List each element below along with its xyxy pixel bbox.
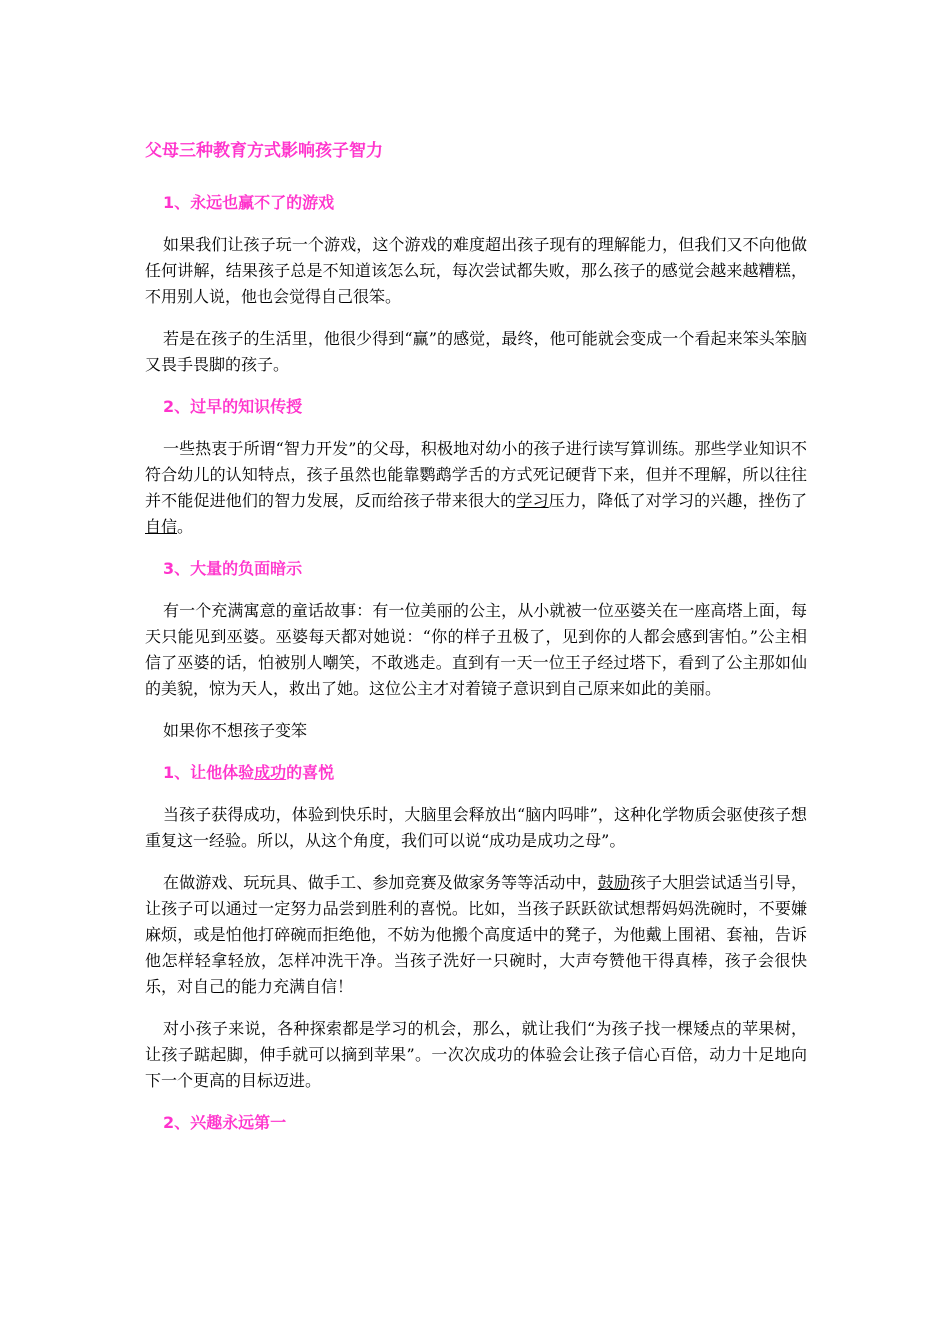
tip-1-paragraph-2 [145, 870, 807, 1000]
section-heading-2: 2、过早的知识传授 [163, 397, 303, 416]
link-zixin[interactable]: 自信 [145, 517, 178, 536]
tip-1-text-b: 孩子大胆尝试适当引导，让孩子可以通过一定努力品尝到胜利的喜悦。比如，当孩子跃跃欲试想帮妈妈洗碗时，不要嫌麻烦，或是怕他打碎碗而拒绝他，不妨为他搬个高度适中的凳子，为他戴上围裙、套袖，告诉他怎样轻拿轻放，怎样冲洗干净。当孩子洗好一只碗时，大声夸赞他干得真棒，孩子会很快乐，对自己的能力充满自信！ [145, 873, 807, 996]
section-2-text-c: 。 [177, 517, 194, 536]
section-2-text-b: 压力，降低了对学习的兴趣，挫伤了 [548, 491, 807, 510]
section-1-paragraph-1: 如果我们让孩子玩一个游戏，这个游戏的难度超出孩子现有的理解能力，但我们又不向他做任何讲解，结果孩子总是不知道该怎么玩，每次尝试都失败，那么孩子的感觉会越来越糟糕，不用别人说，他也会觉得自己很笨。 [145, 235, 807, 306]
section-2-text-a: 一些热衷于所谓“智力开发”的父母，积极地对幼小的孩子进行读写算训练。那些学业知识不符合幼儿的认知特点，孩子虽然也能靠鹦鹉学舌的方式死记硬背下来，但并不理解，所以往往并不能促进他们的智力发展，反而给孩子带来很大的 [145, 439, 807, 510]
section-2-paragraph-1 [145, 436, 807, 540]
tip-heading-2: 2、兴趣永远第一 [163, 1113, 287, 1132]
tip-1-paragraph-3: 对小孩子来说，各种探索都是学习的机会，那么，就让我们“为孩子找一棵矮点的苹果树，让孩子踮起脚，伸手就可以摘到苹果”。一次次成功的体验会让孩子信心百倍，动力十足地向下一个更高的目标迈进。 [145, 1019, 807, 1090]
transition-line: 如果你不想孩子变笨 [163, 721, 308, 740]
document-title: 父母三种教育方式影响孩子智力 [145, 141, 383, 161]
tip-heading-1 [145, 760, 807, 786]
section-3-paragraph-1: 有一个充满寓意的童话故事：有一位美丽的公主，从小就被一位巫婆关在一座高塔上面，每天只能见到巫婆。巫婆每天都对她说：“你的样子丑极了，见到你的人都会感到害怕。”公主相信了巫婆的话，怕被别人嘲笑，不敢逃走。直到有一天一位王子经过塔下，看到了公主那如仙的美貌，惊为天人，救出了她。这位公主才对着镜子意识到自己原来如此的美丽。 [145, 601, 807, 698]
tip-heading-1-text-b: 的喜悦 [286, 763, 335, 782]
section-heading-1: 1、永远也赢不了的游戏 [163, 193, 335, 212]
document-page [145, 138, 807, 1152]
tip-1-text-a: 在做游戏、玩玩具、做手工、参加竞赛及做家务等等活动中， [163, 873, 598, 892]
tip-heading-1-text-a: 1、让他体验 [163, 763, 255, 782]
link-guli[interactable]: 鼓励 [597, 873, 630, 892]
link-chenggong[interactable]: 成功 [254, 763, 287, 782]
tip-1-paragraph-1: 当孩子获得成功，体验到快乐时，大脑里会释放出“脑内吗啡”，这种化学物质会驱使孩子想重复这一经验。所以，从这个角度，我们可以说“成功是成功之母”。 [145, 805, 807, 850]
section-heading-3: 3、大量的负面暗示 [163, 559, 303, 578]
link-xuexi[interactable]: 学习 [516, 491, 549, 510]
section-1-paragraph-2: 若是在孩子的生活里，他很少得到“赢”的感觉，最终，他可能就会变成一个看起来笨头笨脑又畏手畏脚的孩子。 [145, 329, 807, 374]
